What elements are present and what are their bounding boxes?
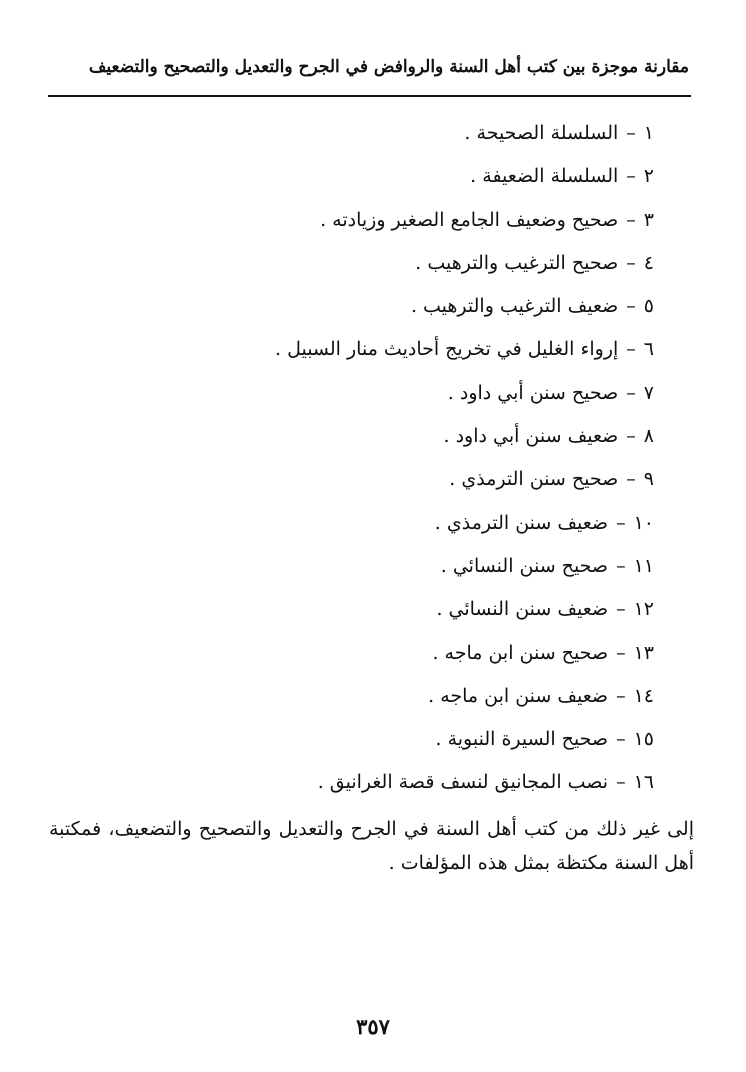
list-item [94, 509, 654, 552]
list-item-title: صحيح سنن الترمذي . [449, 468, 619, 491]
list-item-number: ١٤ [633, 684, 654, 707]
list-item-number: ٢ [643, 165, 654, 188]
list-item-dash: – [616, 511, 626, 534]
list-item [94, 422, 654, 465]
list-item-title: صحيح سنن أبي داود . [447, 381, 619, 404]
list-item-dash: – [616, 598, 626, 621]
list-item-dash: – [616, 684, 626, 707]
list-item-title: إرواء الغليل في تخريج أحاديث منار السبيل . [275, 338, 619, 361]
list-item [94, 162, 654, 205]
list-item-title: صحيح الترغيب والترهيب . [415, 251, 619, 274]
list-item-number: ٣ [643, 208, 654, 231]
list-item-number: ٨ [643, 425, 654, 448]
list-item [94, 119, 654, 162]
list-item-dash: – [626, 122, 636, 144]
list-item [94, 682, 654, 725]
list-item-title: صحيح السيرة النبوية . [435, 728, 609, 751]
list-item-dash: – [626, 165, 636, 188]
list-item-number: ٦ [643, 338, 654, 361]
list-item-dash: – [616, 728, 626, 751]
list-item-title: صحيح سنن النسائي . [440, 554, 609, 577]
list-item-dash: – [626, 208, 636, 231]
list-item-number: ٩ [643, 468, 654, 491]
list-item-number: ١٦ [633, 771, 654, 794]
list-item-number: ٤ [643, 251, 654, 274]
list-item-title: ضعيف سنن الترمذي . [434, 511, 609, 534]
list-item-title: صحيح وضعيف الجامع الصغير وزيادته . [320, 208, 619, 231]
list-item-number: ١٠ [633, 511, 654, 534]
list-item-title: صحيح سنن ابن ماجه . [432, 641, 609, 664]
list-item-title: ضعيف الترغيب والترهيب . [410, 295, 619, 318]
list-item-number: ١٢ [633, 598, 654, 621]
list-item-dash: – [626, 425, 636, 448]
list-item-dash: – [626, 381, 636, 404]
list-item-title: السلسلة الصحيحة . [464, 122, 619, 144]
page-number: ٣٥٧ [356, 1014, 390, 1039]
list-item [94, 292, 654, 335]
list-item-title: ضعيف سنن النسائي . [436, 598, 609, 621]
list-item [94, 595, 654, 638]
list-item [94, 725, 654, 768]
list-item-number: ٧ [643, 381, 654, 404]
list-item [94, 206, 654, 249]
list-item-number: ١ [643, 122, 654, 144]
list-item-dash: – [626, 338, 636, 361]
list-item-dash: – [626, 295, 636, 318]
list-item-title: ضعيف سنن أبي داود . [443, 425, 619, 448]
list-item-number: ١٥ [633, 728, 654, 751]
list-item-title: نصب المجانيق لنسف قصة الغرانيق . [317, 771, 609, 794]
list-item-number: ١٣ [633, 641, 654, 664]
list-item-dash: – [616, 554, 626, 577]
header-rule [48, 95, 691, 97]
list-item-title: ضعيف سنن ابن ماجه . [428, 684, 609, 707]
list-item-dash: – [626, 468, 636, 491]
list-item-dash: – [626, 251, 636, 274]
list-item [94, 379, 654, 422]
book-list [94, 119, 654, 812]
list-item [94, 335, 654, 378]
list-item [94, 639, 654, 682]
list-item-dash: – [616, 641, 626, 664]
list-item-title: السلسلة الضعيفة . [470, 165, 619, 188]
list-item [94, 465, 654, 508]
closing-paragraph: إلى غير ذلك من كتب أهل السنة في الجرح والتعديل والتصحيح والتضعيف، فمكتبة أهل السنة مكتظة بمثل هذه المؤلفات . [49, 818, 694, 874]
list-item-number: ١١ [633, 554, 654, 577]
list-item-dash: – [616, 771, 626, 794]
running-header: مقارنة موجزة بين كتب أهل السنة والروافض في الجرح والتعديل والتصحيح والتضعيف [88, 57, 689, 77]
list-item-number: ٥ [643, 295, 654, 318]
list-item [94, 249, 654, 292]
list-item [94, 768, 654, 811]
list-item [94, 552, 654, 595]
